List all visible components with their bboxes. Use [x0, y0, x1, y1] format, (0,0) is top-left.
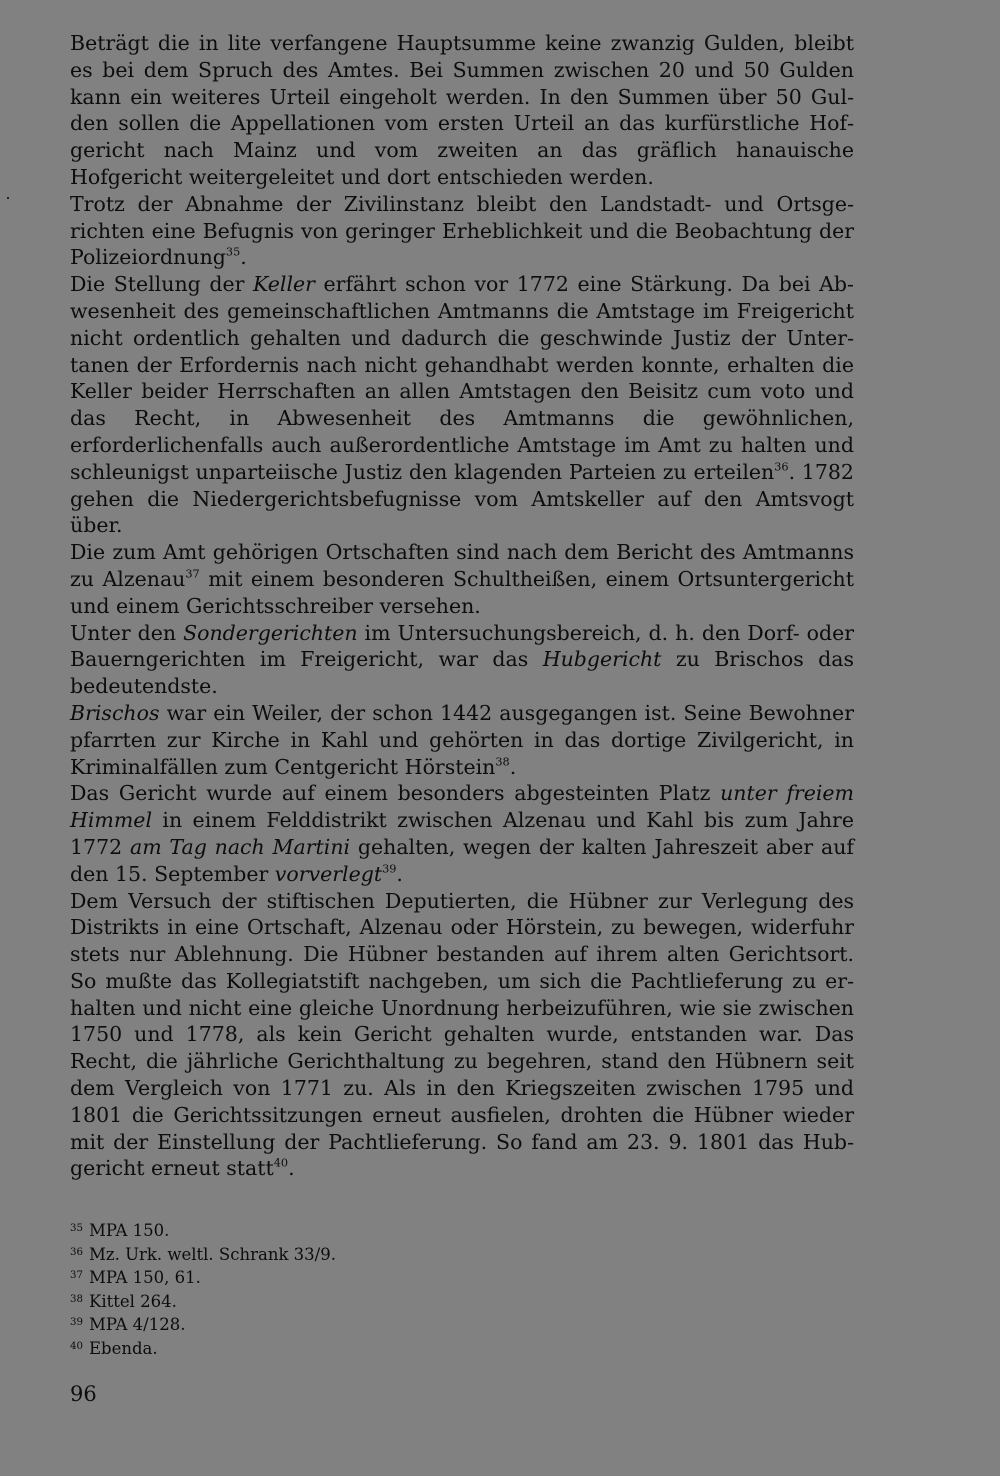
- footnote-number: 36: [70, 1246, 84, 1258]
- footnote-ref: 40: [273, 1157, 289, 1171]
- text-run: Dem Versuch der stiftischen Deputierten, die Hübner zur Verlegung des Distrikts in eine Ortschaft, Alzenau oder Hörstein, zu bewegen, widerfuhr stets nur Ablehnung. Die Hübner bestanden auf ihrem alten Gerichtsort. So mußte das Kollegiatstift nachgeben, um sich die Pachtlieferung zu erhalten und nicht eine gleiche Unordnung herbeizuführen, wie sie zwischen 1750 und 1778, als kein Gericht gehalten wurde, entstanden war. Das Recht, die jährliche Gerichthaltung zu begehren, stand den Hübnern seit dem Vergleich von 1771 zu. Als in den Kriegszeiten zwischen 1795 und 1801 die Gerichtssitzungen erneut ausfielen, drohten die Hübner wieder mit der Einstellung der Pachtlieferung. So fand am 23. 9. 1801 das Hubgericht erneut statt: [70, 888, 854, 1181]
- footnote-ref: 39: [382, 862, 397, 876]
- footnote-text: MPA 150.: [89, 1221, 170, 1241]
- italic-text: Keller: [253, 272, 315, 297]
- footnote-text: MPA 150, 61.: [89, 1268, 201, 1288]
- italic-text: am Tag nach Martini: [129, 834, 351, 859]
- paragraph: [70, 700, 854, 780]
- footnote-ref: 35: [225, 245, 241, 259]
- text-run: Das Gericht wurde auf einem besonders abgesteinten Platz: [70, 781, 721, 806]
- paragraph: [70, 539, 854, 619]
- italic-text: Brischos: [70, 700, 160, 725]
- text-run: .: [396, 861, 403, 886]
- text-run: Die Stellung der: [70, 272, 253, 297]
- footnote-ref: 37: [185, 567, 200, 581]
- paragraph: [70, 191, 854, 271]
- text-run: . 1782 gehen die Niedergerichtsbefugnisse vom Amtskeller auf den Amtsvogt über.: [70, 459, 854, 538]
- footnote: [70, 1242, 670, 1266]
- text-run: im Untersuchungsbereich, d. h. den Dorf- oder Bauerngerichten im Freigericht, war das: [70, 620, 855, 672]
- page-number: 96: [70, 1382, 97, 1406]
- body-text: [70, 30, 854, 1182]
- text-run: gehalten, wegen der kalten Jahreszeit aber auf den 15. September: [70, 834, 855, 886]
- text-run: .: [288, 1156, 295, 1181]
- footnote: [70, 1218, 670, 1242]
- footnote-text: Ebenda.: [89, 1338, 158, 1358]
- footnote-text: Mz. Urk. weltl. Schrank 33/9.: [89, 1244, 336, 1264]
- footnote: [70, 1312, 670, 1336]
- footnote-ref: 38: [495, 755, 510, 769]
- paragraph: [70, 620, 854, 700]
- paragraph: [70, 780, 854, 887]
- footnote-number: 40: [70, 1340, 84, 1352]
- footnote-text: Kittel 264.: [89, 1291, 177, 1311]
- text-run: mit einem besonderen Schultheißen, einem Ortsuntergericht und einem Gerichtsschreiber versehen.: [70, 566, 854, 618]
- footnote: [70, 1336, 670, 1360]
- italic-text: Sondergerichten: [183, 620, 358, 645]
- footnote: [70, 1265, 670, 1289]
- footnote-text: MPA 4/128.: [89, 1315, 186, 1335]
- footnote-ref: 36: [774, 460, 789, 474]
- footnote-number: 35: [70, 1223, 84, 1234]
- italic-text: vorverlegt: [274, 861, 383, 886]
- text-run: in einem Felddistrikt zwischen Alzenau und Kahl bis zum Jahre 1772: [70, 808, 854, 859]
- text-run: Unter den: [70, 620, 184, 645]
- paragraph: [70, 888, 854, 1183]
- text-run: Die zum Amt gehörigen Ortschaften sind nach dem Bericht des Amtmanns zu Alzenau: [70, 540, 854, 591]
- text-run: zu Brischos das bedeutendste.: [70, 647, 854, 699]
- paragraph: [70, 30, 854, 191]
- italic-text: Hubgericht: [542, 647, 662, 672]
- footnote: [70, 1289, 670, 1313]
- text-run: .: [509, 754, 517, 779]
- footnote-number: 39: [70, 1317, 84, 1329]
- text-run: .: [240, 245, 247, 270]
- footnote-number: 38: [70, 1293, 84, 1305]
- scan-speck: [7, 197, 9, 199]
- text-run: war ein Weiler, der schon 1442 ausgegangen ist. Seine Bewohner pfarrten zur Kirche in Kahl und gehörten in das dortige Zivilgericht, in Kriminalfällen zum Centgericht Hörstein: [70, 700, 854, 779]
- text-run: erfährt schon vor 1772 eine Stärkung. Da bei Abwesenheit des gemeinschaftlichen Amtmanns die Amtstage im Freigericht nicht ordentlich gehalten und dadurch die geschwinde Justiz der Untertanen der Erfordernis nach nicht gehandhabt werden konnte, erhalten die Keller beider Herrschaften an allen Amtstagen den Beisitz cum voto und das Recht, in Abwesenheit des Amtmanns die gewöhnlichen, erforderlichenfalls auch außerordentliche Amtstage im Amt zu halten und schleunigst unparteiische Justiz den klagenden Parteien zu erteilen: [70, 272, 854, 484]
- italic-text: unter freiem Himmel: [70, 781, 854, 833]
- footnote-number: 37: [70, 1270, 84, 1282]
- paragraph: [70, 271, 854, 539]
- text-run: Trotz der Abnahme der Zivilinstanz bleibt den Landstadt- und Ortsgerichten eine Befugnis von geringer Erheblichkeit und die Beobachtung der Polizeiordnung: [70, 191, 854, 270]
- text-run: Beträgt die in lite verfangene Hauptsumme keine zwanzig Gulden, bleibt es bei dem Spruch des Amtes. Bei Summen zwischen 20 und 50 Gulden kann ein weiteres Urteil eingeholt werden. In den Summen über 50 Gulden sollen die Appellationen vom ersten Urteil an das kurfürstliche Hofgericht nach Mainz und vom zweiten an das gräflich hanauische Hofgericht weitergeleitet und dort entschieden werden.: [70, 31, 854, 189]
- footnotes: [70, 1218, 670, 1359]
